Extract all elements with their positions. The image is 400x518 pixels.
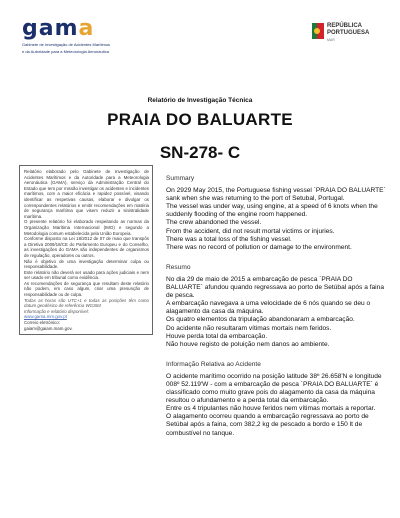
rp-text: REPÚBLICA PORTUGUESA [327, 23, 370, 36]
vessel-code: SN-278- C [159, 143, 241, 162]
info-label: Informação e relatório disponível: [24, 308, 89, 314]
summary-line: From the accident, did not result mortal victims or injuries. [166, 227, 335, 235]
email-label: Correio eletrónico: [24, 320, 60, 326]
summary-heading: Summary [166, 175, 195, 182]
disclaimer-paragraph: Relatório elaborado pelo Gabinete de Investigação de Acidentes Marítimos e da Autoridade para a Meteorologia Aeronáutica (GAMA), serviço da Administração Central do Estado que tem por missão investigar os acidentes e incidentes marítimos, com a maior eficácia e rapidez possível, visando identificar as respetivas causas, elaborar e divulgar os correspondentes relatórios e emitir recomendações em matéria de segurança marítima que visem reduzir a sinistralidade marítima. [24, 169, 149, 219]
accident-info-section [166, 361, 388, 438]
resumo-line: No dia 29 de maio de 2015 a embarcação de pesca ´PRAIA DO BALUARTE´ afundou quando regressava ao porto de Setúbal após a faina de pesca. [166, 275, 384, 300]
summary-line: There was no record of pollution or damage to the environment. [166, 243, 352, 251]
summary-line: The vessel was under way, using engine, at a speed of 6 knots when the suddenly flooding of the engine room happened. [166, 203, 378, 219]
website-link[interactable]: www.gama.mm.gov.pt [24, 314, 67, 320]
logo-subtitle-2: e da Autoridade para a Meteorologia Aeronáutica [22, 49, 109, 54]
document-type: Relatório de Investigação Técnica [147, 97, 253, 104]
resumo-line: Não houve registo de poluição nem danos ao ambiente. [166, 340, 330, 348]
accident-info-line: O acidente marítimo ocorrido na posição latitude 38º 26.658'N e longitude 008º 52.119'W - com a embarcação de pesca ´PRAIA DO BALUARTE´ é classificado como muito grave pois do alagamento da casa da máquina resultou o afundamento e a perda total da embarcação. [166, 372, 382, 405]
flag-emblem-icon [312, 23, 324, 39]
summary-section [166, 175, 388, 252]
summary-line: The crew abandoned the vessel. [166, 219, 262, 227]
resumo-heading: Resumo [166, 263, 191, 271]
summary-line: On 2929 May 2015, the Portuguese fishing vessel ´PRAIA DO BALUARTE´ sank when she was returning to the port of Setubal, Portugal. [166, 187, 386, 203]
disclaimer-paragraph: Não é objetivo de uma investigação determinar culpa ou responsabilidade. [24, 258, 149, 270]
email-address[interactable]: gaiam@gaiam.mam.gov. [24, 325, 73, 331]
time-datum-note: Todas as horas são UTC+1 e todas as posições têm como datum geodésico de referência WGS84 [24, 297, 149, 309]
summary-line: There was a total loss of the fishing vessel. [166, 235, 292, 243]
disclaimer-box [19, 165, 153, 335]
accident-info-heading: Informação Relativa ao Acidente [166, 360, 261, 368]
rp-sub: MAR [327, 38, 335, 42]
page-title: PRAIA DO BALUARTE [107, 110, 293, 129]
resumo-line: A embarcação navegava a uma velocidade de 6 nós quando se deu o alagamento da casa da máquina. [166, 300, 371, 316]
resumo-line: Os quatro elementos da tripulação abandonaram a embarcação. [166, 316, 355, 324]
disclaimer-paragraph: As recomendações de segurança que resultam deste relatório não podem, em caso algum, criar uma presunção de responsabilidade ou de culpa. [24, 280, 149, 298]
disclaimer-paragraph: Este relatório não deverá ser usado para ações judiciais e nem ser usado em tribunal como evidência. [24, 269, 149, 281]
logo-subtitle-1: Gabinete de Investigação de Acidentes Marítimos [22, 42, 111, 47]
gama-logo [22, 18, 142, 54]
resumo-line: Do acidente não resultaram vítimas mortais nem feridos. [166, 324, 332, 332]
main-content [166, 175, 388, 438]
disclaimer-paragraph: Conforme disposto na Lei 18/2012 de 07 de maio que transpôs a Diretiva 2009/18/CE do Parlamento Europeu e do Conselho, as investigações do GAMA são independentes de organismos de regulação, operadores ou outros. [24, 236, 149, 258]
resumo-line: Houve perda total da embarcação. [166, 332, 268, 340]
accident-info-line: Entre os 4 tripulantes não houve feridos nem vítimas mortais a reportar. [166, 405, 376, 413]
accident-info-line: O alagamento ocorreu quando a embarcação regressava ao porto de Setúbal após a faina, com 382,2 kg de pescado a bordo e 150 lt de combustível no tanque. [166, 413, 369, 437]
logo-wordmark: gama [22, 16, 95, 41]
disclaimer-paragraph: O presente relatório foi elaborado respeitando as normas da Organização Marítima Internacional (IMO) e segundo a Metodologia comum estabelecida pela União Europeia. [24, 219, 149, 236]
resumo-section [166, 264, 388, 349]
